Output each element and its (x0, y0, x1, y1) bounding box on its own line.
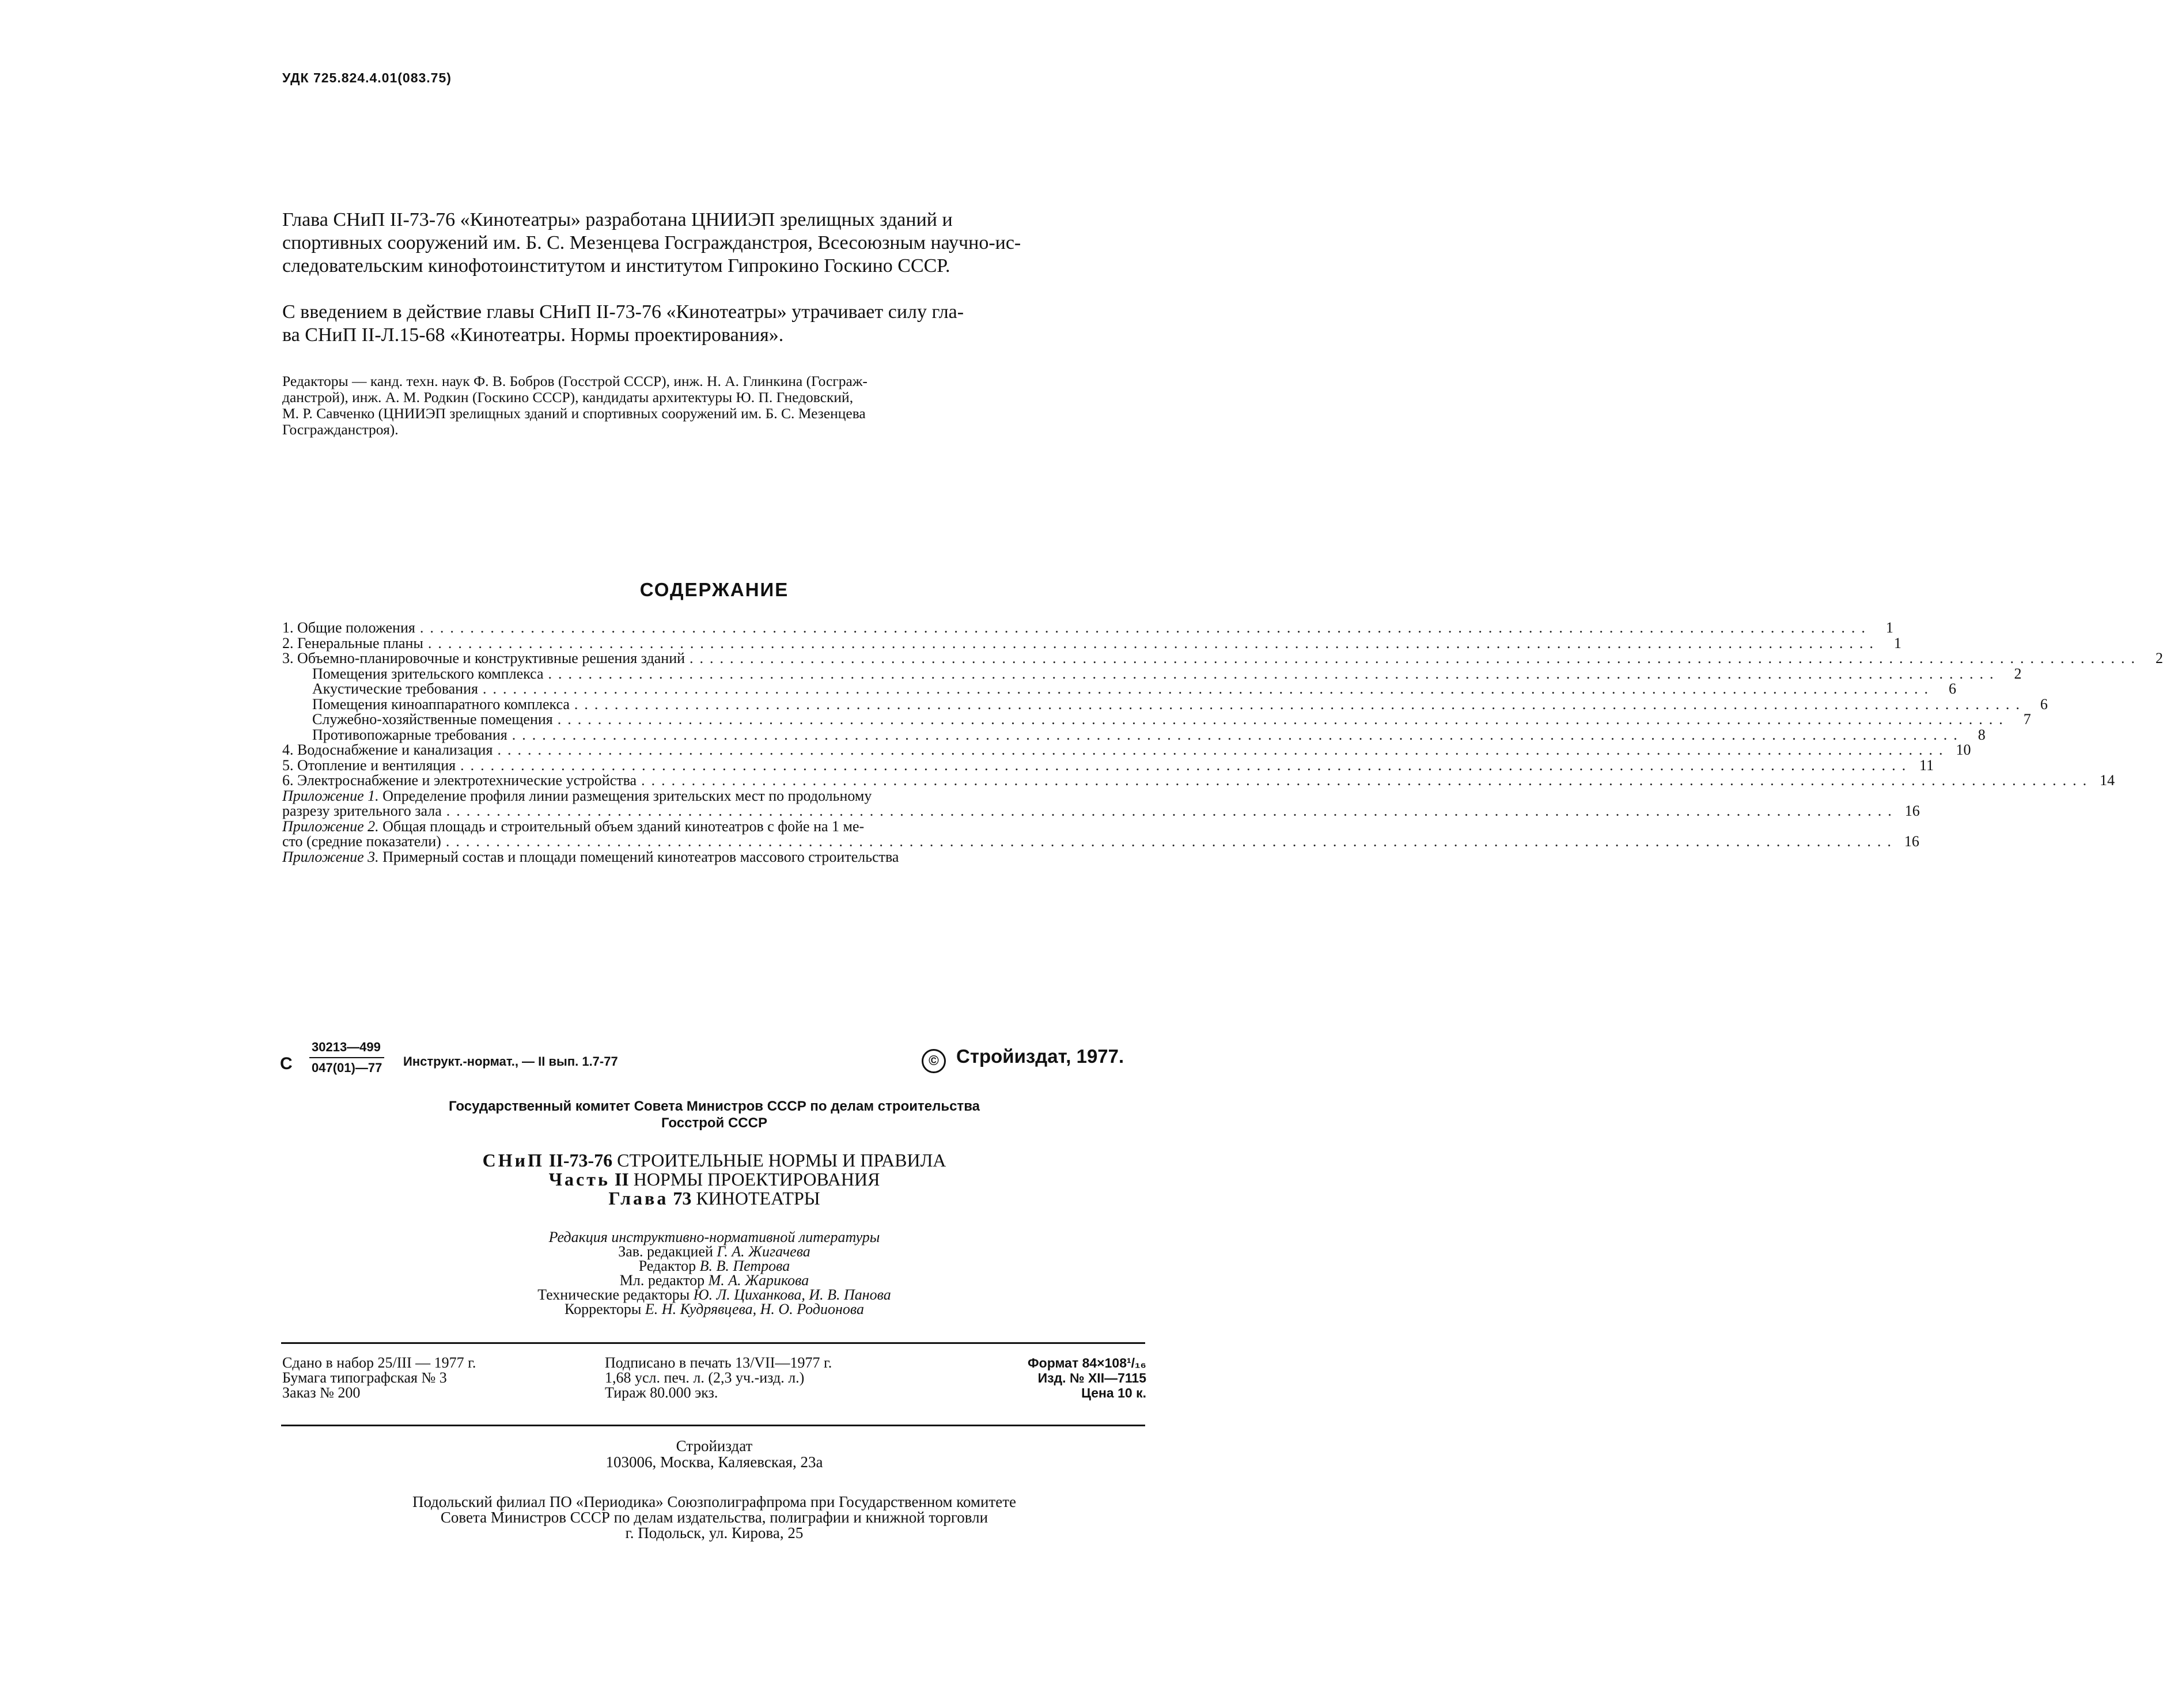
production-cell: Сдано в набор 25/III — 1977 г. (282, 1354, 476, 1371)
toc-page-number: 2 (2014, 665, 2022, 682)
appendix-title-cont: разрезу зрительного зала (282, 802, 442, 819)
toc-subentry[interactable] (282, 680, 1956, 697)
part-title: НОРМЫ ПРОЕКТИРОВАНИЯ (633, 1169, 880, 1190)
production-cell: Формат 84×108¹/₁₆ (1028, 1355, 1146, 1370)
staff-dept: Редакция инструктивно-нормативной литературы (548, 1229, 880, 1245)
staff-person: М. А. Жарикова (708, 1272, 809, 1289)
intro-line: спортивных сооружений им. Б. С. Мезенцева Госгражданстроя, Всесоюзным научно-ис- (282, 232, 1021, 253)
toc-page-number: 2 (2156, 650, 2163, 666)
staff-role: Редактор (638, 1258, 696, 1274)
toc-page-number: 6 (2040, 695, 2048, 713)
editors-line: Редакторы — канд. техн. наук Ф. В. Бобров (Госстрой СССР), инж. Н. А. Глинкина (Госграж- (282, 373, 868, 389)
snip-title-block (282, 1151, 1146, 1208)
toc-entry-label: 2. Генеральные планы (282, 634, 423, 652)
staff-line (282, 1302, 1146, 1316)
toc-leader: ................................................................................................................................................ (574, 695, 2026, 713)
snip-label: СНиП (482, 1150, 544, 1171)
toc-page-number: 1 (1885, 619, 1893, 636)
production-cell: Подписано в печать 13/VII—1977 г. (605, 1354, 832, 1371)
staff-role: Корректоры (565, 1301, 642, 1317)
copyright-text: Стройиздат, 1977. (956, 1046, 1124, 1067)
imprint-fraction (309, 1040, 384, 1075)
toc-leader: ................................................................................................................................................ (445, 833, 1897, 850)
toc-entry-label: 6. Электроснабжение и электротехнические устройства (282, 772, 637, 789)
appendix-title: Примерный состав и площади помещений кинотеатров массового строительства (382, 848, 899, 865)
staff-person: В. В. Петрова (699, 1258, 790, 1274)
snip-title-line (282, 1151, 1146, 1170)
toc-appendix-continuation[interactable] (282, 833, 1919, 850)
toc-page-number: 10 (1956, 741, 1971, 758)
toc-appendix[interactable] (282, 819, 1118, 835)
toc-entry[interactable] (282, 650, 2163, 666)
toc-leader: ................................................................................................................................................ (427, 634, 1880, 652)
appendix-prefix: Приложение 3. (282, 848, 379, 865)
snip-part-line (282, 1170, 1146, 1189)
intro-line: Глава СНиП II-73-76 «Кинотеатры» разработана ЦНИИЭП зрелищных зданий и (282, 209, 953, 230)
appendix-prefix: Приложение 2. (282, 817, 379, 835)
appendix-title: Определение профиля линии размещения зрительских мест по продольному (382, 787, 872, 804)
toc-entry[interactable] (282, 619, 1893, 636)
toc-entry-label: 3. Объемно-планировочные и конструктивные решения зданий (282, 650, 685, 666)
toc-page-number: 6 (1948, 680, 1956, 697)
production-row (282, 1355, 1146, 1370)
staff-person: Г. А. Жигачева (717, 1243, 810, 1260)
staff-line (282, 1273, 1146, 1287)
committee-line: Госстрой СССР (661, 1115, 767, 1131)
toc-entry-label: Помещения киноаппаратного комплекса (312, 695, 570, 713)
copyright (922, 1046, 1124, 1073)
imprint-letter: С (280, 1054, 293, 1073)
toc-entry-label: Помещения зрительского комплекса (312, 665, 544, 682)
toc-leader: ................................................................................................................................................ (548, 665, 2000, 682)
snip-title: СТРОИТЕЛЬНЫЕ НОРМЫ И ПРАВИЛА (617, 1150, 946, 1171)
chapter-number: 73 (673, 1188, 692, 1209)
editors-line: Госгражданстроя). (282, 421, 399, 438)
appendix-title: Общая площадь и строительный объем зданий кинотеатров с фойе на 1 ме- (382, 817, 865, 835)
table-of-contents (282, 619, 2163, 865)
divider (281, 1425, 1145, 1426)
printer-line: г. Подольск, ул. Кирова, 25 (625, 1524, 804, 1542)
toc-page-number: 14 (2100, 772, 2115, 789)
publisher-block (282, 1438, 1146, 1470)
chapter-label: Глава (608, 1188, 669, 1209)
toc-entry[interactable] (282, 741, 1971, 758)
supersession-paragraph (282, 301, 1146, 347)
toc-entry[interactable] (282, 634, 1901, 652)
toc-page-number: 1 (1893, 634, 1901, 652)
editorial-staff (282, 1230, 1146, 1316)
editors-line: данстрой), инж. А. М. Родкин (Госкино СССР), кандидаты архитектуры Ю. П. Гнедовский, (282, 389, 854, 406)
toc-entry[interactable] (282, 756, 1934, 774)
toc-entry-label: 1. Общие положения (282, 619, 415, 636)
production-cell: Заказ № 200 (282, 1384, 361, 1401)
toc-leader: ................................................................................................................................................ (482, 680, 1934, 697)
production-cell: Бумага типографская № 3 (282, 1369, 447, 1386)
copyright-icon: © (922, 1049, 946, 1073)
toc-leader: ................................................................................................................................................ (557, 711, 2009, 728)
toc-leader: ................................................................................................................................................ (497, 741, 1949, 758)
appendix-title-cont: сто (средние показатели) (282, 833, 441, 850)
toc-page-number: 7 (2023, 711, 2031, 728)
toc-page-number: 16 (1904, 802, 1920, 819)
staff-line (282, 1259, 1146, 1273)
committee-line: Государственный комитет Совета Министров СССР по делам строительства (449, 1099, 980, 1114)
toc-entry-label: Служебно-хозяйственные помещения (312, 711, 553, 728)
toc-page-number: 16 (1904, 833, 1919, 850)
toc-leader: ................................................................................................................................................ (690, 650, 2142, 666)
toc-page-number: 11 (1919, 756, 1934, 774)
imprint-denominator: 047(01)—77 (312, 1061, 382, 1075)
staff-line (282, 1287, 1146, 1302)
part-number: II (614, 1169, 629, 1190)
toc-subentry[interactable] (282, 695, 2048, 713)
staff-role: Технические редакторы (537, 1286, 690, 1303)
appendix-prefix: Приложение 1. (282, 787, 379, 804)
part-label: Часть (548, 1169, 610, 1190)
staff-role: Зав. редакцией (618, 1243, 713, 1260)
toc-leader: ................................................................................................................................................ (446, 802, 1898, 819)
production-cell: 1,68 усл. печ. л. (2,3 уч.-изд. л.) (605, 1369, 805, 1386)
toc-leader: ................................................................................................................................................ (460, 756, 1912, 774)
publisher-line: Стройиздат (676, 1437, 753, 1455)
intro-line: следовательским кинофотоинститутом и институтом Гипрокино Госкино СССР. (282, 255, 950, 277)
toc-entry-label: Акустические требования (312, 680, 478, 697)
toc-entry-label: 4. Водоснабжение и канализация (282, 741, 493, 758)
snip-number: II-73-76 (548, 1150, 613, 1171)
udk-code: УДК 725.824.4.01(083.75) (282, 70, 452, 85)
toc-subentry[interactable] (282, 665, 2022, 682)
editors-line: М. Р. Савченко (ЦНИИЭП зрелищных зданий и спортивных сооружений им. Б. С. Мезенцева (282, 405, 866, 422)
supersession-line: С введением в действие главы СНиП II-73-76 «Кинотеатры» утрачивает силу гла- (282, 301, 964, 323)
production-cell: Изд. № XII—7115 (1037, 1370, 1146, 1385)
toc-appendix-continuation[interactable] (282, 802, 1920, 819)
committee-heading (282, 1098, 1146, 1131)
production-row (282, 1370, 1146, 1385)
toc-leader: ................................................................................................................................................ (512, 726, 1964, 743)
imprint-numerator: 30213—499 (309, 1040, 384, 1058)
toc-appendix[interactable] (282, 789, 1118, 804)
chapter-title: КИНОТЕАТРЫ (696, 1188, 820, 1209)
staff-line (282, 1244, 1146, 1259)
toc-page-number: 8 (1978, 726, 1986, 743)
imprint-series: Инструкт.-нормат., — II вып. 1.7-77 (403, 1054, 618, 1069)
snip-chapter-line (282, 1189, 1146, 1208)
publisher-line: 103006, Москва, Каляевская, 23а (605, 1453, 823, 1471)
printer-block (282, 1494, 1146, 1541)
toc-subentry[interactable] (282, 726, 1986, 743)
staff-person: Е. Н. Кудрявцева, Н. О. Родионова (645, 1301, 864, 1317)
supersession-line: ва СНиП II-Л.15-68 «Кинотеатры. Нормы проектирования». (282, 324, 784, 346)
printer-line: Подольский филиал ПО «Периодика» Союзполиграфпрома при Государственном комитете (412, 1493, 1017, 1510)
toc-entry-label: 5. Отопление и вентиляция (282, 756, 456, 774)
staff-person: Ю. Л. Циханкова, И. В. Панова (693, 1286, 891, 1303)
toc-title: СОДЕРЖАНИЕ (639, 579, 789, 600)
divider (281, 1342, 1145, 1344)
toc-appendix[interactable] (282, 850, 1118, 865)
production-cell: Цена 10 к. (1081, 1385, 1146, 1400)
production-row (282, 1385, 1146, 1400)
toc-leader: ................................................................................................................................................ (641, 772, 2093, 789)
toc-entry[interactable] (282, 772, 2115, 789)
editors-block (282, 373, 1146, 438)
production-cell: Тираж 80.000 экз. (605, 1384, 718, 1401)
toc-subentry[interactable] (282, 711, 2031, 728)
toc-entry-label: Противопожарные требования (312, 726, 507, 743)
staff-role: Мл. редактор (619, 1272, 705, 1289)
printer-line: Совета Министров СССР по делам издательства, полиграфии и книжной торговли (440, 1509, 988, 1526)
production-details (282, 1355, 1146, 1400)
intro-paragraph (282, 209, 1146, 278)
toc-leader: ................................................................................................................................................ (419, 619, 1872, 636)
